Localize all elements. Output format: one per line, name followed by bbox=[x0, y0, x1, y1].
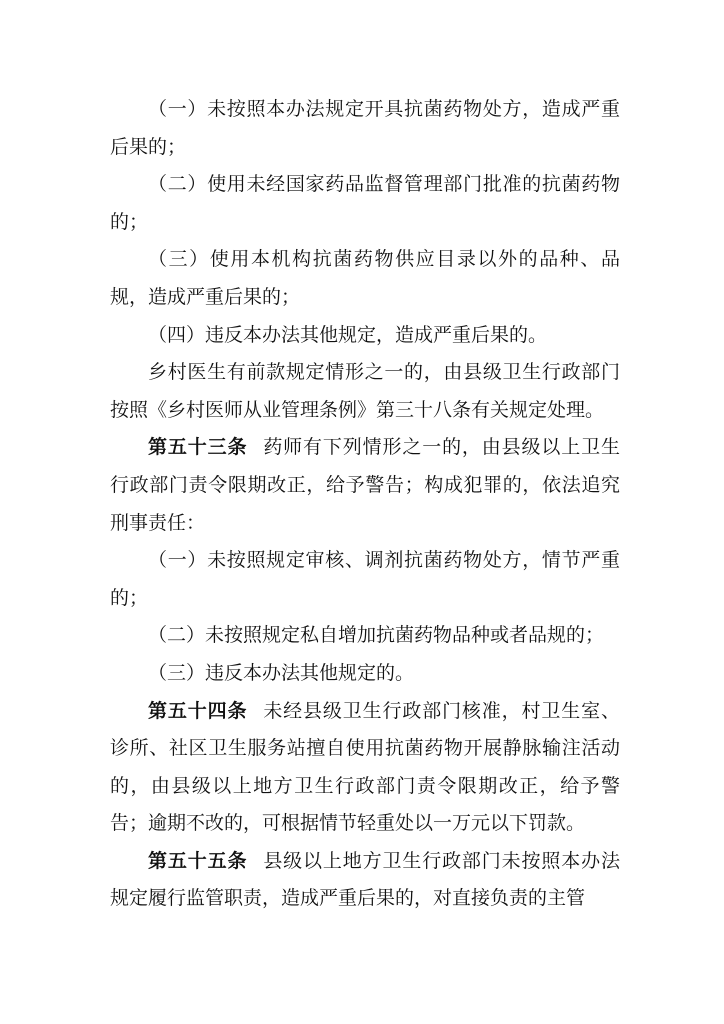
article-54-heading: 第五十四条 bbox=[148, 699, 248, 722]
article-54-text: 未经县级卫生行政部门核准，村卫生室、诊所、社区卫生服务站擅自使用抗菌药物开展静脉输注活动的，由县级以上地方卫生行政部门责令限期改正，给予警告；逾期不改的，可根据情节轻重处以一万元以下罚款。 bbox=[110, 699, 620, 835]
paragraph-3 bbox=[110, 241, 620, 316]
paragraph-4-text: （四）违反本办法其他规定，造成严重后果的。 bbox=[148, 323, 548, 346]
paragraph-2 bbox=[110, 166, 620, 241]
paragraph-7 bbox=[110, 542, 620, 617]
article-55-text: 县级以上地方卫生行政部门未按照本办法规定履行监管职责，造成严重后果的，对直接负责的主管 bbox=[110, 849, 620, 910]
document-page bbox=[110, 91, 620, 918]
article-53-heading: 第五十三条 bbox=[148, 436, 248, 459]
paragraph-8-text: （二）未按照规定私自增加抗菌药物品种或者品规的； bbox=[148, 624, 605, 647]
article-55 bbox=[110, 843, 620, 918]
paragraph-1-text: （一）未按照本办法规定开具抗菌药物处方，造成严重后果的； bbox=[110, 98, 620, 158]
paragraph-1 bbox=[110, 91, 620, 166]
paragraph-9-text: （三）违反本办法其他规定的。 bbox=[148, 661, 415, 684]
paragraph-5-text: 乡村医生有前款规定情形之一的，由县级卫生行政部门按照《乡村医师从业管理条例》第三十八条有关规定处理。 bbox=[110, 361, 620, 421]
article-55-heading: 第五十五条 bbox=[148, 849, 248, 872]
article-54 bbox=[110, 693, 620, 843]
paragraph-7-text: （一）未按照规定审核、调剂抗菌药物处方，情节严重的； bbox=[110, 549, 620, 609]
paragraph-9 bbox=[110, 655, 620, 693]
paragraph-3-text: （三）使用本机构抗菌药物供应目录以外的品种、品规，造成严重后果的； bbox=[110, 248, 620, 308]
paragraph-8 bbox=[110, 617, 620, 655]
paragraph-2-text: （二）使用未经国家药品监督管理部门批准的抗菌药物的； bbox=[110, 173, 620, 233]
paragraph-4 bbox=[110, 317, 620, 355]
article-53-text: 药师有下列情形之一的，由县级以上卫生行政部门责令限期改正，给予警告；构成犯罪的，依法追究刑事责任： bbox=[110, 436, 620, 534]
paragraph-5 bbox=[110, 354, 620, 429]
article-53 bbox=[110, 429, 620, 542]
